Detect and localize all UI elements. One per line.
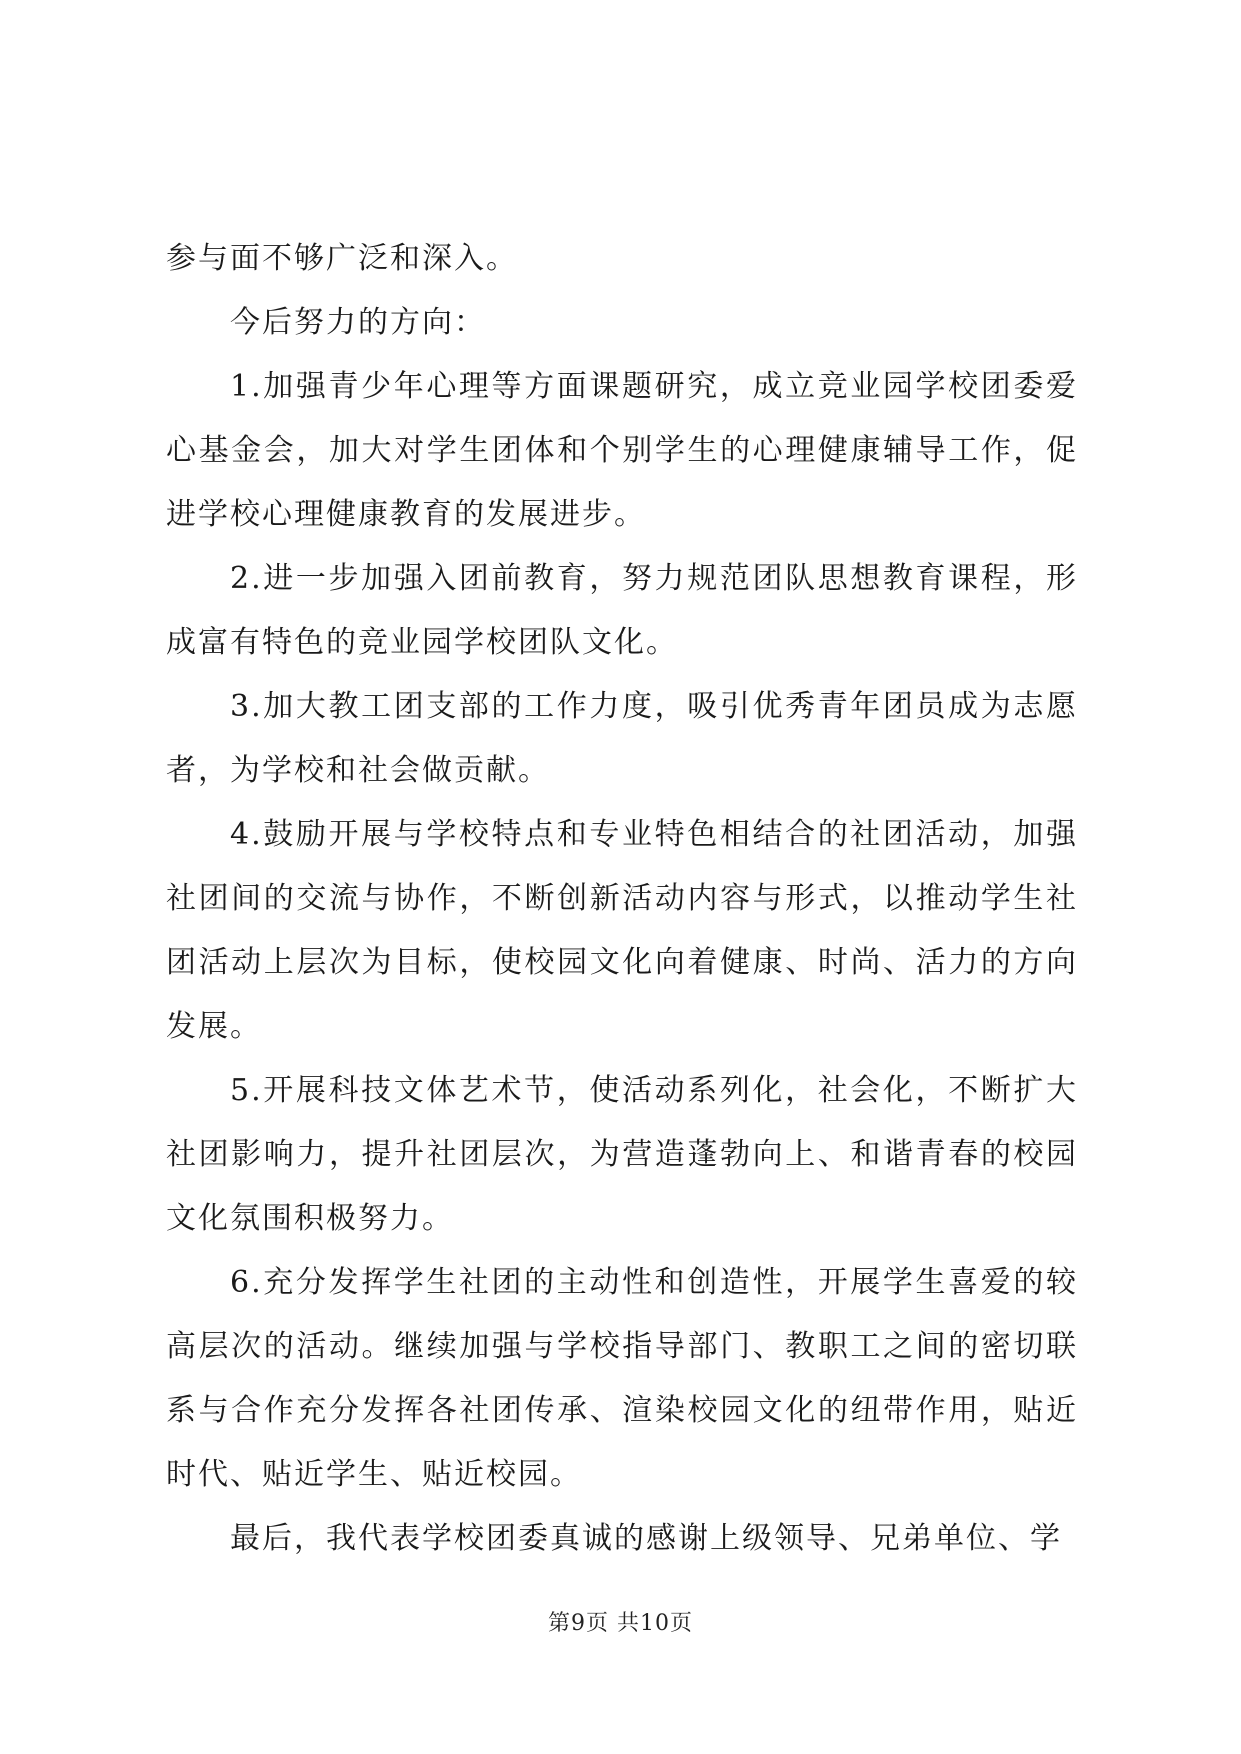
paragraph-item-4: 4.鼓励开展与学校特点和专业特色相结合的社团活动，加强社团间的交流与协作，不断创新活动内容与形式，以推动学生社团活动上层次为目标，使校园文化向着健康、时尚、活力的方向发展。 bbox=[166, 817, 1078, 1044]
paragraph-item-2: 2.进一步加强入团前教育，努力规范团队思想教育课程，形成富有特色的竞业园学校团队文化。 bbox=[166, 561, 1078, 660]
page-number-footer: 第9页 共10页 bbox=[548, 1611, 693, 1636]
paragraph-item-6: 6.充分发挥学生社团的主动性和创造性，开展学生喜爱的较高层次的活动。继续加强与学校指导部门、教职工之间的密切联系与合作充分发挥各社团传承、渲染校园文化的纽带作用，贴近时代、贴近学生、贴近校园。 bbox=[166, 1265, 1078, 1492]
paragraph-directions-heading: 今后努力的方向： bbox=[230, 305, 486, 340]
paragraph-closing: 最后，我代表学校团委真诚的感谢上级领导、兄弟单位、学 bbox=[230, 1521, 1062, 1556]
paragraph-continuation: 参与面不够广泛和深入。 bbox=[166, 241, 518, 276]
paragraph-item-1: 1.加强青少年心理等方面课题研究，成立竞业园学校团委爱心基金会，加大对学生团体和个别学生的心理健康辅导工作，促进学校心理健康教育的发展进步。 bbox=[166, 369, 1078, 532]
paragraph-item-3: 3.加大教工团支部的工作力度，吸引优秀青年团员成为志愿者，为学校和社会做贡献。 bbox=[166, 689, 1078, 788]
document-body bbox=[166, 227, 1078, 1571]
paragraph-item-5: 5.开展科技文体艺术节，使活动系列化，社会化，不断扩大社团影响力，提升社团层次，为营造蓬勃向上、和谐青春的校园文化氛围积极努力。 bbox=[166, 1073, 1078, 1236]
